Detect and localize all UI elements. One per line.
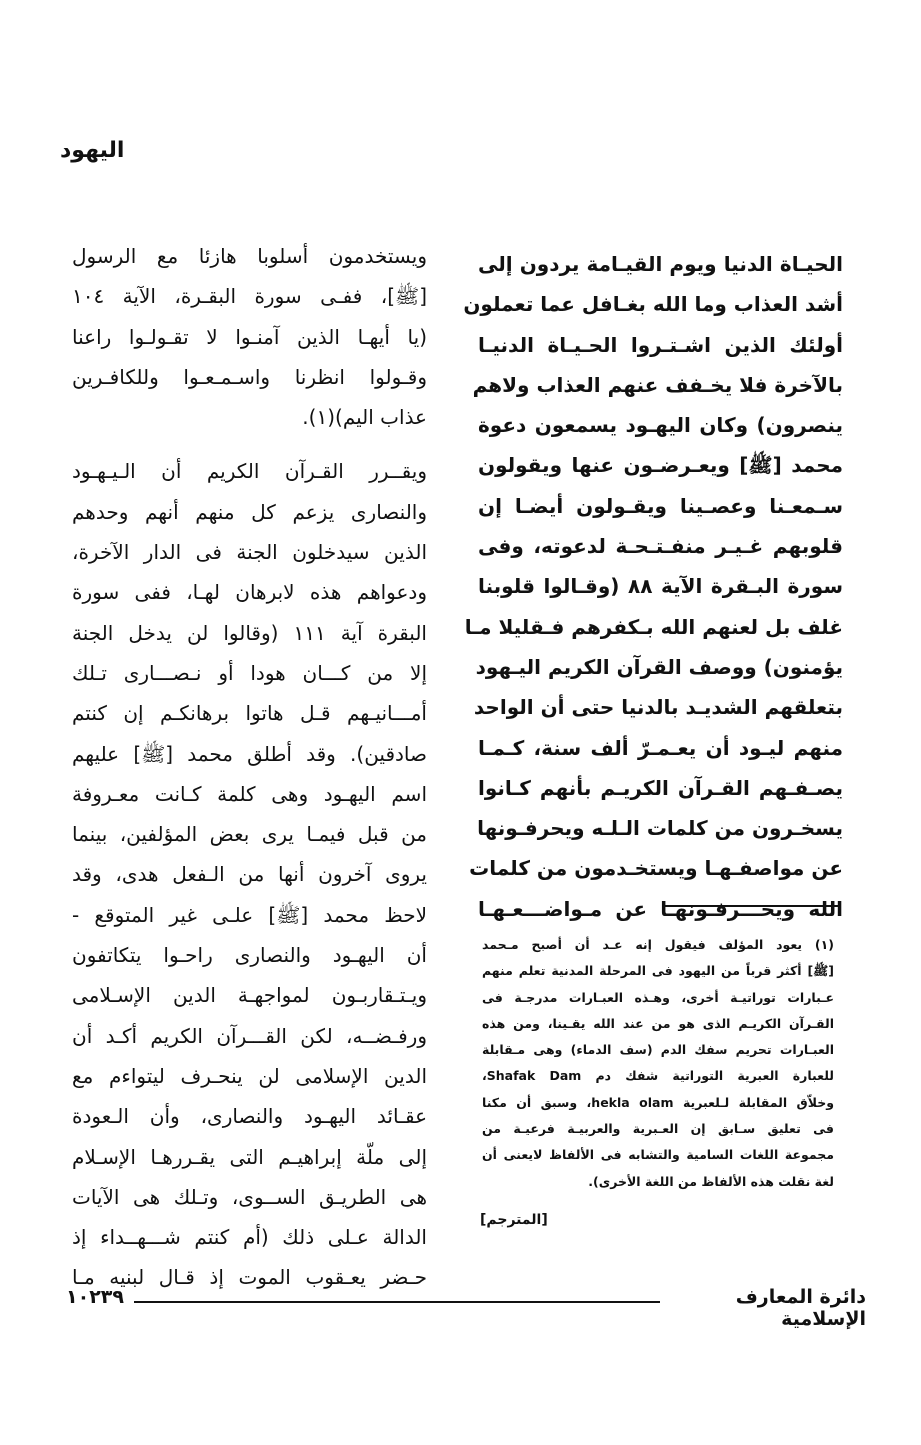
footnote-line: العبـارات تحريم سفك الدم (سف الدماء) وهى مـقابلة bbox=[482, 1042, 834, 1058]
text-line: الدين الإسلامى لن ينحـرف ليتواءم مع bbox=[72, 1063, 427, 1088]
text-line: حـضر يعـقوب الموت إذ قـال لبنيه مـا bbox=[72, 1265, 427, 1290]
page-number: ١٠٢٣٩ bbox=[66, 1286, 124, 1308]
text-line: [ﷺ]، ففـى سورة البقـرة، الآية ١٠٤ bbox=[72, 284, 427, 309]
text-line: لاحظ محمد [ﷺ] علـى غير المتوقع - bbox=[72, 902, 427, 927]
text-line: الله ويحـــرفـونهـا عن مـواضـــعـهـا bbox=[478, 896, 843, 921]
text-line: وقـولوا انظرنا واسـمـعـوا وللكافـرين bbox=[72, 364, 427, 389]
text-line: الحيـاة الدنيا ويوم القيـامة يردون إلى bbox=[478, 252, 843, 276]
text-line: (يا أيهـا الذين آمنـوا لا تقـولـوا راعنا bbox=[72, 324, 427, 349]
footnote-line: عـبارات توراتيـة أخرى، وهـذه العبـارات مدرجـة فى bbox=[482, 989, 834, 1005]
footnote-line: لغة نقلت هذه الألفاظ من اللغة الأخرى). bbox=[588, 1173, 834, 1189]
text-line: أمـــانيـهم قـل هاتوا برهانكـم إن كنتم bbox=[72, 701, 427, 726]
footnote-line: مجموعة اللغات السامية والتشابه فى الألفاظ لايعنى أن bbox=[482, 1147, 834, 1163]
text-line: محمد [ﷺ] ويعـرضـون عنها ويقولون bbox=[478, 453, 843, 478]
left-column bbox=[72, 236, 427, 1298]
text-line: الدالة عـلى ذلك (أم كنتم شـــهــداء إذ bbox=[72, 1225, 427, 1250]
text-line: أشد العذاب وما الله بغـافل عما تعملون bbox=[463, 292, 843, 317]
text-line: ويستخدمون أسلوبا هازئا مع الرسول bbox=[72, 244, 427, 268]
text-line: قلوبهم غـيـر منفـتـحـة لدعوته، وفى bbox=[478, 534, 843, 559]
footnote-line: وخلاّق المقابلة لـلعبرية hekla olam، وسبق أن مكنا bbox=[482, 1094, 835, 1110]
footnote-line: القـرآن الكريـم الذى هو من عند الله يقـينا، ومن هذه bbox=[482, 1015, 834, 1031]
footnote-divider bbox=[664, 905, 840, 907]
text-line: أولئك الذين اشـتـروا الحـيـاة الدنيـا bbox=[478, 332, 843, 357]
text-line: البقرة آية ١١١ (وقالوا لن يدخل الجنة bbox=[72, 620, 427, 645]
text-line: ودعواهم هذه لابرهان لهـا، ففى سورة bbox=[72, 580, 427, 605]
text-line: والنصارى يزعم كل منهم أنهم وحدهم bbox=[72, 499, 427, 524]
footnote-line: [ﷺ] أكثر قرباً من اليهود فى المرحلة المدنية تعلم منهم bbox=[482, 963, 834, 979]
text-line: منهم ليـود أن يعـمـرّ ألف سنة، كـمـا bbox=[478, 735, 843, 760]
text-line: عذاب اليم)(١). bbox=[302, 405, 427, 430]
text-line: يسخـرون من كلمات الـلـه ويحرفـونها bbox=[477, 816, 843, 841]
text-line: إلى ملّة إبراهيـم التى يقـررهـا الإسـلام bbox=[72, 1144, 427, 1169]
translator-note: [المترجم] bbox=[480, 1212, 548, 1228]
text-line: صادقين). وقد أطلق محمد [ﷺ] عليهم bbox=[72, 741, 427, 766]
text-line: أن اليهـود والنصارى راحـوا يتكاتفون bbox=[72, 943, 427, 968]
text-line: إلا من كـــان هودا أو نـصـــارى تـلك bbox=[72, 660, 427, 685]
text-line: عن مواصفـهـا ويستخـدمون من كلمات bbox=[469, 856, 843, 881]
footnote bbox=[482, 932, 834, 1195]
text-line: ينصرون) وكان اليهـود يسمعون دعوة bbox=[478, 413, 843, 438]
running-header: اليهود bbox=[60, 138, 125, 163]
text-line: هى الطريـق الســوى، وتـلك هى الآيات bbox=[72, 1184, 427, 1209]
text-line: الذين سيدخلون الجنة فى الدار الآخرة، bbox=[72, 540, 427, 565]
footnote-line: (١) يعود المؤلف فيقول إنه عـد أن أصبح مـحمد bbox=[482, 937, 834, 952]
text-line: ورفـضــه، لكن القـــرآن الكريم أكـد أن bbox=[72, 1023, 427, 1048]
text-line: عقـائد اليهـود والنصارى، وأن الـعودة bbox=[72, 1104, 427, 1129]
text-line: يروى آخرون أنها من الـفعل هدى، وقد bbox=[72, 862, 427, 887]
text-line: من قبل فيمـا يرى بعض المؤلفين، بينما bbox=[72, 822, 427, 847]
text-line: اسم اليهـود وهى كلمة كـانت معـروفة bbox=[72, 781, 427, 806]
text-line: ويقــرر القـرآن الكريم أن الـيـهـود bbox=[72, 459, 427, 484]
text-line: بالآخرة فلا يخـفف عنهم العذاب ولاهم bbox=[472, 372, 843, 397]
text-line: بتعلقهم الشديـد بالدنيا حتى أن الواحد bbox=[473, 695, 843, 720]
text-line: يصـفـهم القـرآن الكريـم بأنهم كـانوا bbox=[478, 775, 843, 800]
text-line: غلف بل لعنهم الله بـكفرهم فـقليلا مـا bbox=[464, 614, 843, 639]
footer-title: دائرة المعارف الإسلامية bbox=[735, 1286, 866, 1330]
footer-divider bbox=[134, 1301, 660, 1303]
text-line: ويـتـقاربـون لمواجهـة الدين الإسـلامى bbox=[72, 983, 427, 1008]
text-line: سـمعـنا وعصـينا ويقـولون أيضـا إن bbox=[478, 493, 843, 518]
footnote-line: للعبارة العبرية التوراتية شفك دم Shafak Dam، bbox=[482, 1068, 834, 1084]
text-line: سورة البـقرة الآية ٨٨ (وقـالوا قلوبنا bbox=[478, 574, 844, 599]
right-column bbox=[463, 244, 844, 929]
text-line: يؤمنون) ووصف القرآن الكريم اليـهود bbox=[475, 654, 843, 679]
footnote-line: فى تعليق سـابق إن العـبرية والعربيـة فرعيـة من bbox=[482, 1121, 834, 1137]
